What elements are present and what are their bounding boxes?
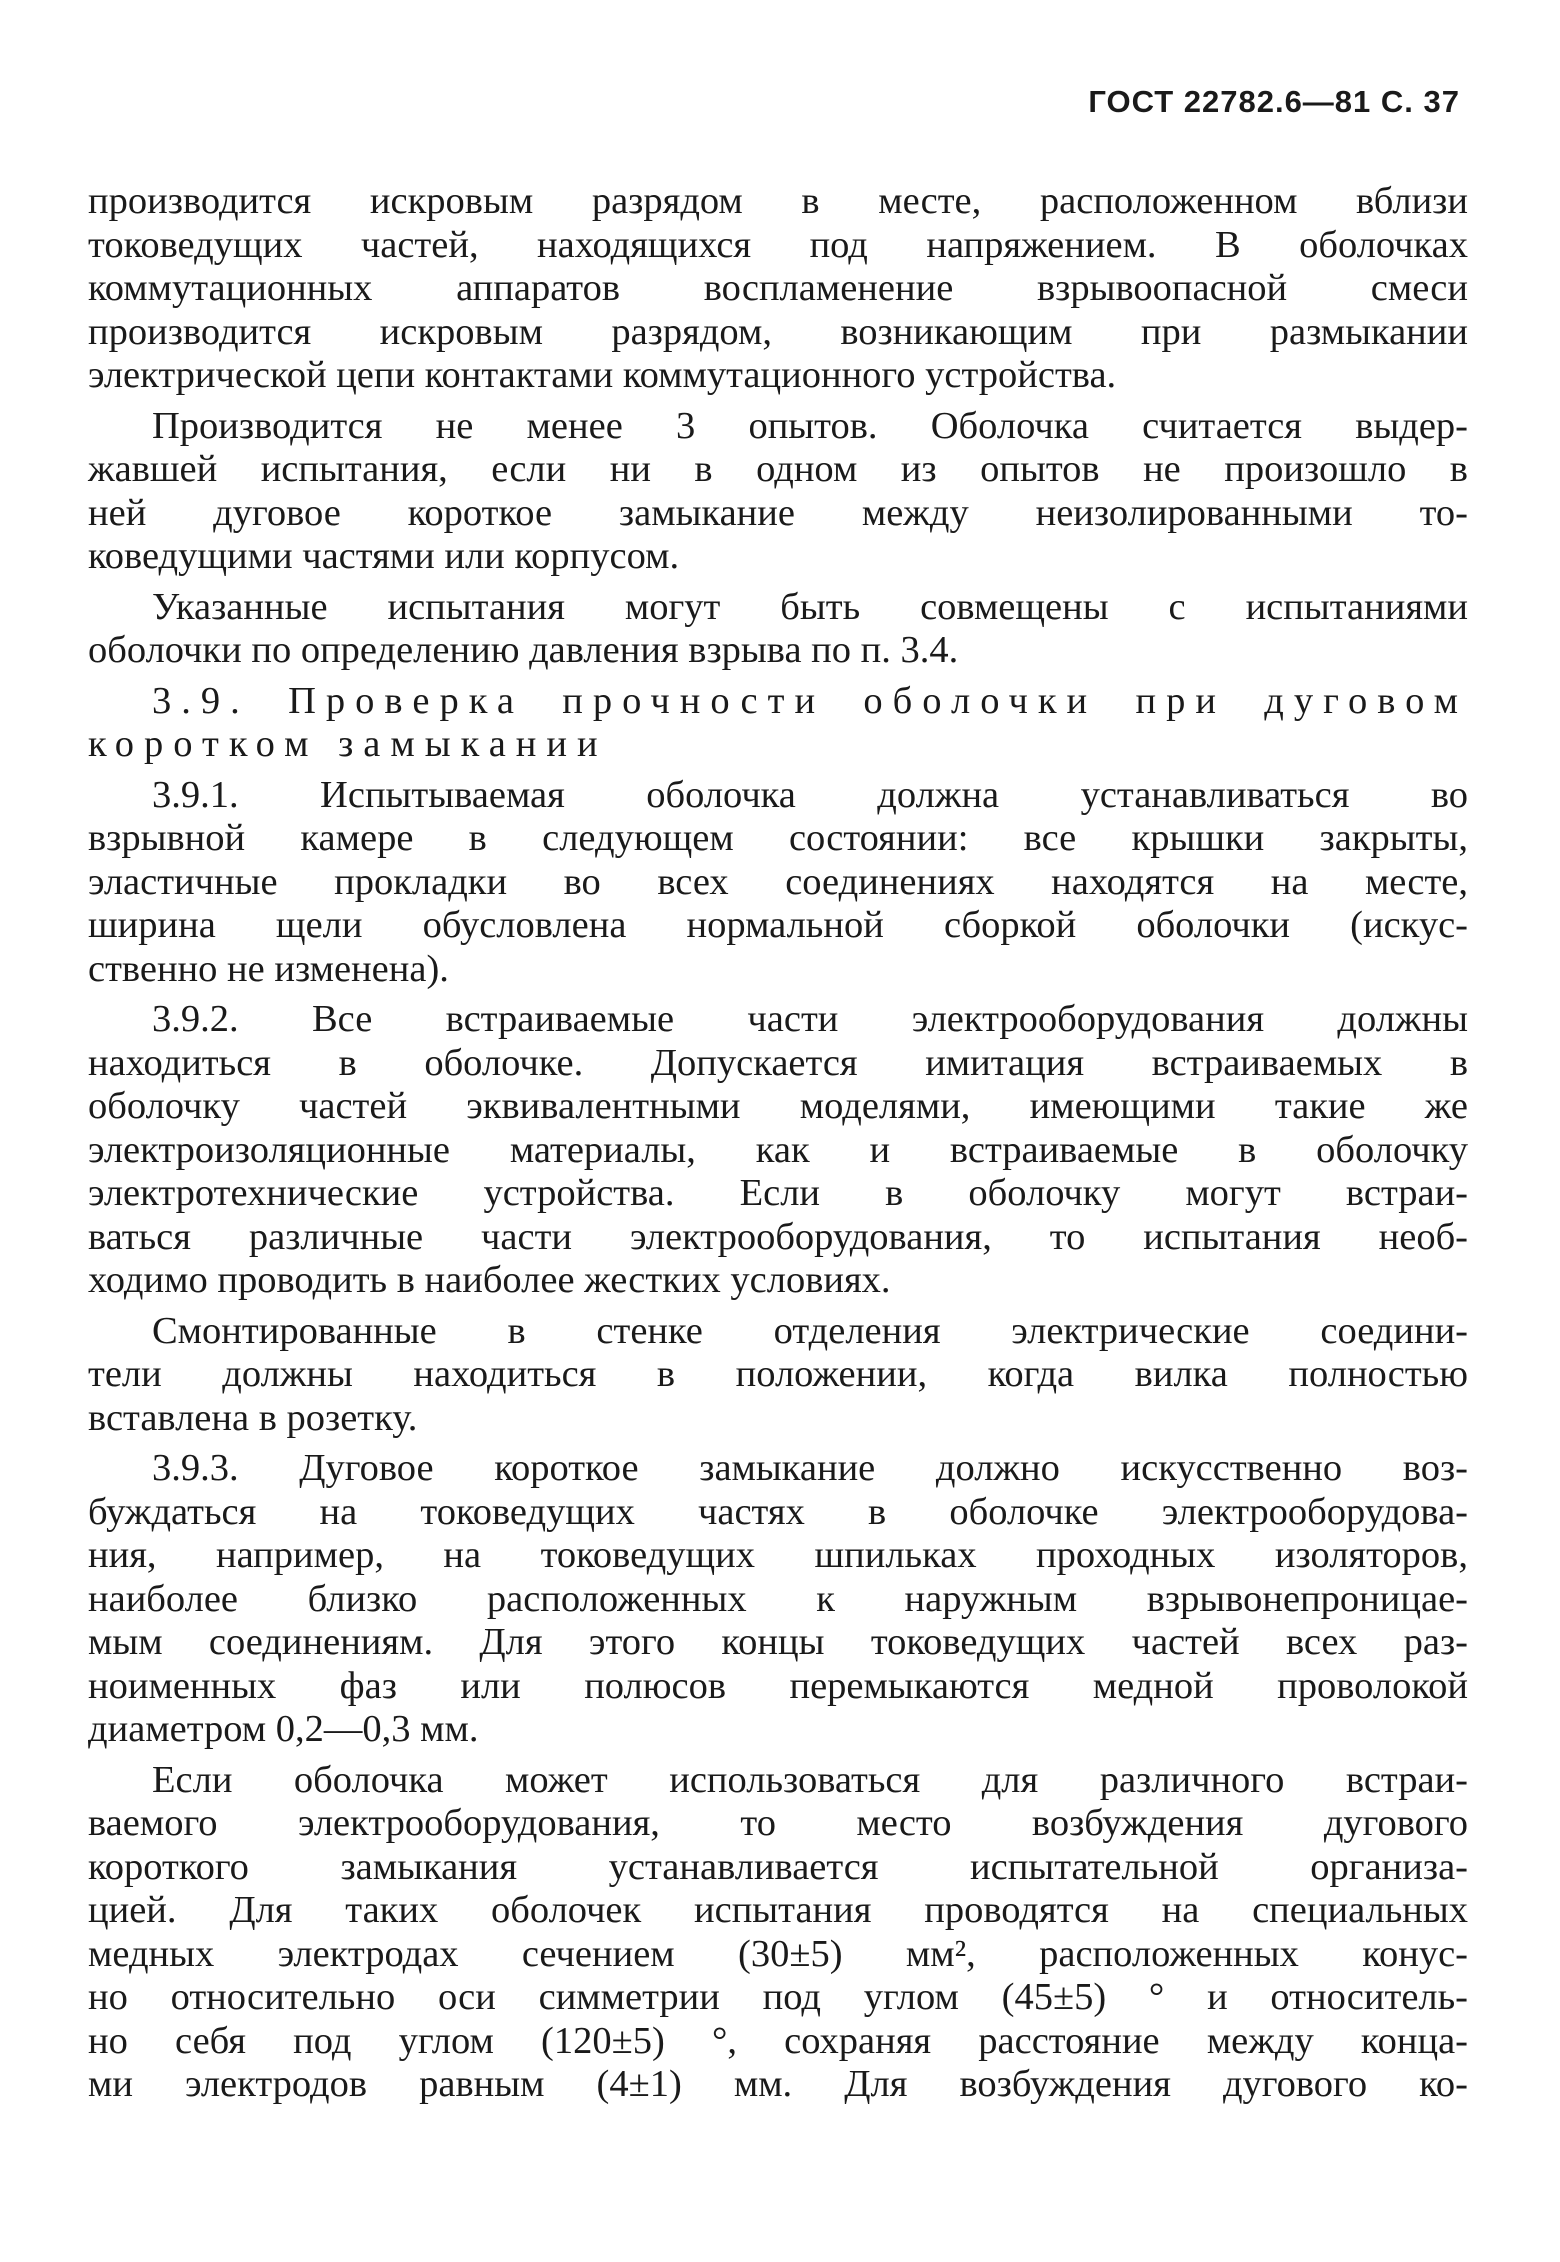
text-line: 3.9.3. Дуговое короткое замыкание должно искусственно воз- [152, 1447, 1468, 1489]
text-line: эластичные прокладки во всех соединениях находятся на месте, [88, 860, 1468, 903]
clause-3-9-2 [88, 998, 1468, 1303]
text-line: ственно не изменена). [88, 947, 449, 990]
paragraph-connectors [88, 1310, 1468, 1441]
text-line: ния, например, на токоведущих шпильках проходных изоляторов, [88, 1534, 1468, 1576]
paragraph-tests-count [88, 405, 1468, 579]
text-line: ней дуговое короткое замыкание между неизолированными то- [88, 491, 1468, 534]
text-line: производится искровым разрядом, возникающим при размыкании [88, 310, 1468, 353]
text-line: медных электродах сечением (30±5) мм², расположенных конус- [88, 1932, 1468, 1975]
clause-3-9-1 [88, 774, 1468, 992]
heading-line: коротком замыкании [88, 723, 608, 765]
text-line: ходимо проводить в наиболее жестких условиях. [88, 1259, 891, 1301]
running-head: ГОСТ 22782.6—81 С. 37 [1088, 84, 1460, 119]
text-line: жавшей испытания, если ни в одном из опытов не произошло в [88, 448, 1468, 490]
text-line: Если оболочка может использоваться для различного встраи- [152, 1758, 1468, 1801]
text-line: Смонтированные в стенке отделения электрические соедини- [152, 1309, 1468, 1352]
text-line: но себя под углом (120±5) °, сохраняя расстояние между конца- [88, 2019, 1468, 2062]
text-line: наиболее близко расположенных к наружным взрывонепроницае- [88, 1577, 1468, 1620]
text-line: взрывной камере в следующем состоянии: все крышки закрыты, [88, 817, 1468, 859]
text-line: коммутационных аппаратов воспламенение взрывоопасной смеси [88, 267, 1468, 309]
text-line: но относительно оси симметрии под углом (45±5) ° и относитель- [88, 1976, 1468, 2018]
text-line: ми электродов равным (4±1) мм. Для возбуждения дугового ко- [88, 2063, 1468, 2105]
text-line: ноименных фаз или полюсов перемыкаются медной проволокой [88, 1664, 1468, 1707]
text-line: токоведущих частей, находящихся под напряжением. В оболочках [88, 223, 1468, 266]
text-line: электрической цепи контактами коммутационного устройства. [88, 354, 1117, 396]
section-heading-3-9 [88, 680, 1468, 767]
body-text [88, 180, 1468, 2114]
text-line: Указанные испытания могут быть совмещены с испытаниями [152, 585, 1468, 628]
text-line: мым соединениям. Для этого концы токоведущих частей всех раз- [88, 1621, 1468, 1663]
text-line: буждаться на токоведущих частях в оболочке электрооборудова- [88, 1490, 1468, 1533]
paragraph-electrodes [88, 1759, 1468, 2107]
text-line: цией. Для таких оболочек испытания проводятся на специальных [88, 1889, 1468, 1931]
text-line: ваться различные части электрооборудования, то испытания необ- [88, 1215, 1468, 1258]
text-line: оболочку частей эквивалентными моделями, имеющими такие же [88, 1085, 1468, 1127]
text-line: короткого замыкания устанавливается испытательной организа- [88, 1845, 1468, 1888]
text-line: ширина щели обусловлена нормальной сборкой оболочки (искус- [88, 904, 1468, 946]
text-line: вставлена в розетку. [88, 1396, 418, 1439]
text-line: 3.9.1. Испытываемая оболочка должна устанавливаться во [152, 773, 1468, 816]
text-line: Производится не менее 3 опытов. Оболочка считается выдер- [152, 404, 1468, 447]
text-line: оболочки по определению давления взрыва по п. 3.4. [88, 629, 959, 671]
paragraph-continuation [88, 180, 1468, 398]
clause-3-9-3 [88, 1447, 1468, 1752]
text-line: диаметром 0,2—0,3 мм. [88, 1708, 479, 1750]
text-line: производится искровым разрядом в месте, расположенном вблизи [88, 180, 1468, 222]
text-line: электроизоляционные материалы, как и встраиваемые в оболочку [88, 1128, 1468, 1171]
text-line: 3.9.2. Все встраиваемые части электрооборудования должны [152, 998, 1468, 1040]
text-line: электротехнические устройства. Если в оболочку могут встраи- [88, 1172, 1468, 1214]
text-line: тели должны находиться в положении, когда вилка полностью [88, 1353, 1468, 1395]
text-line: коведущими частями или корпусом. [88, 535, 680, 577]
text-line: ваемого электрооборудования, то место возбуждения дугового [88, 1802, 1468, 1844]
heading-line: 3.9. Проверка прочности оболочки при дуговом [152, 679, 1468, 722]
text-line: находиться в оболочке. Допускается имитация встраиваемых в [88, 1041, 1468, 1084]
paragraph-combined-tests [88, 586, 1468, 673]
